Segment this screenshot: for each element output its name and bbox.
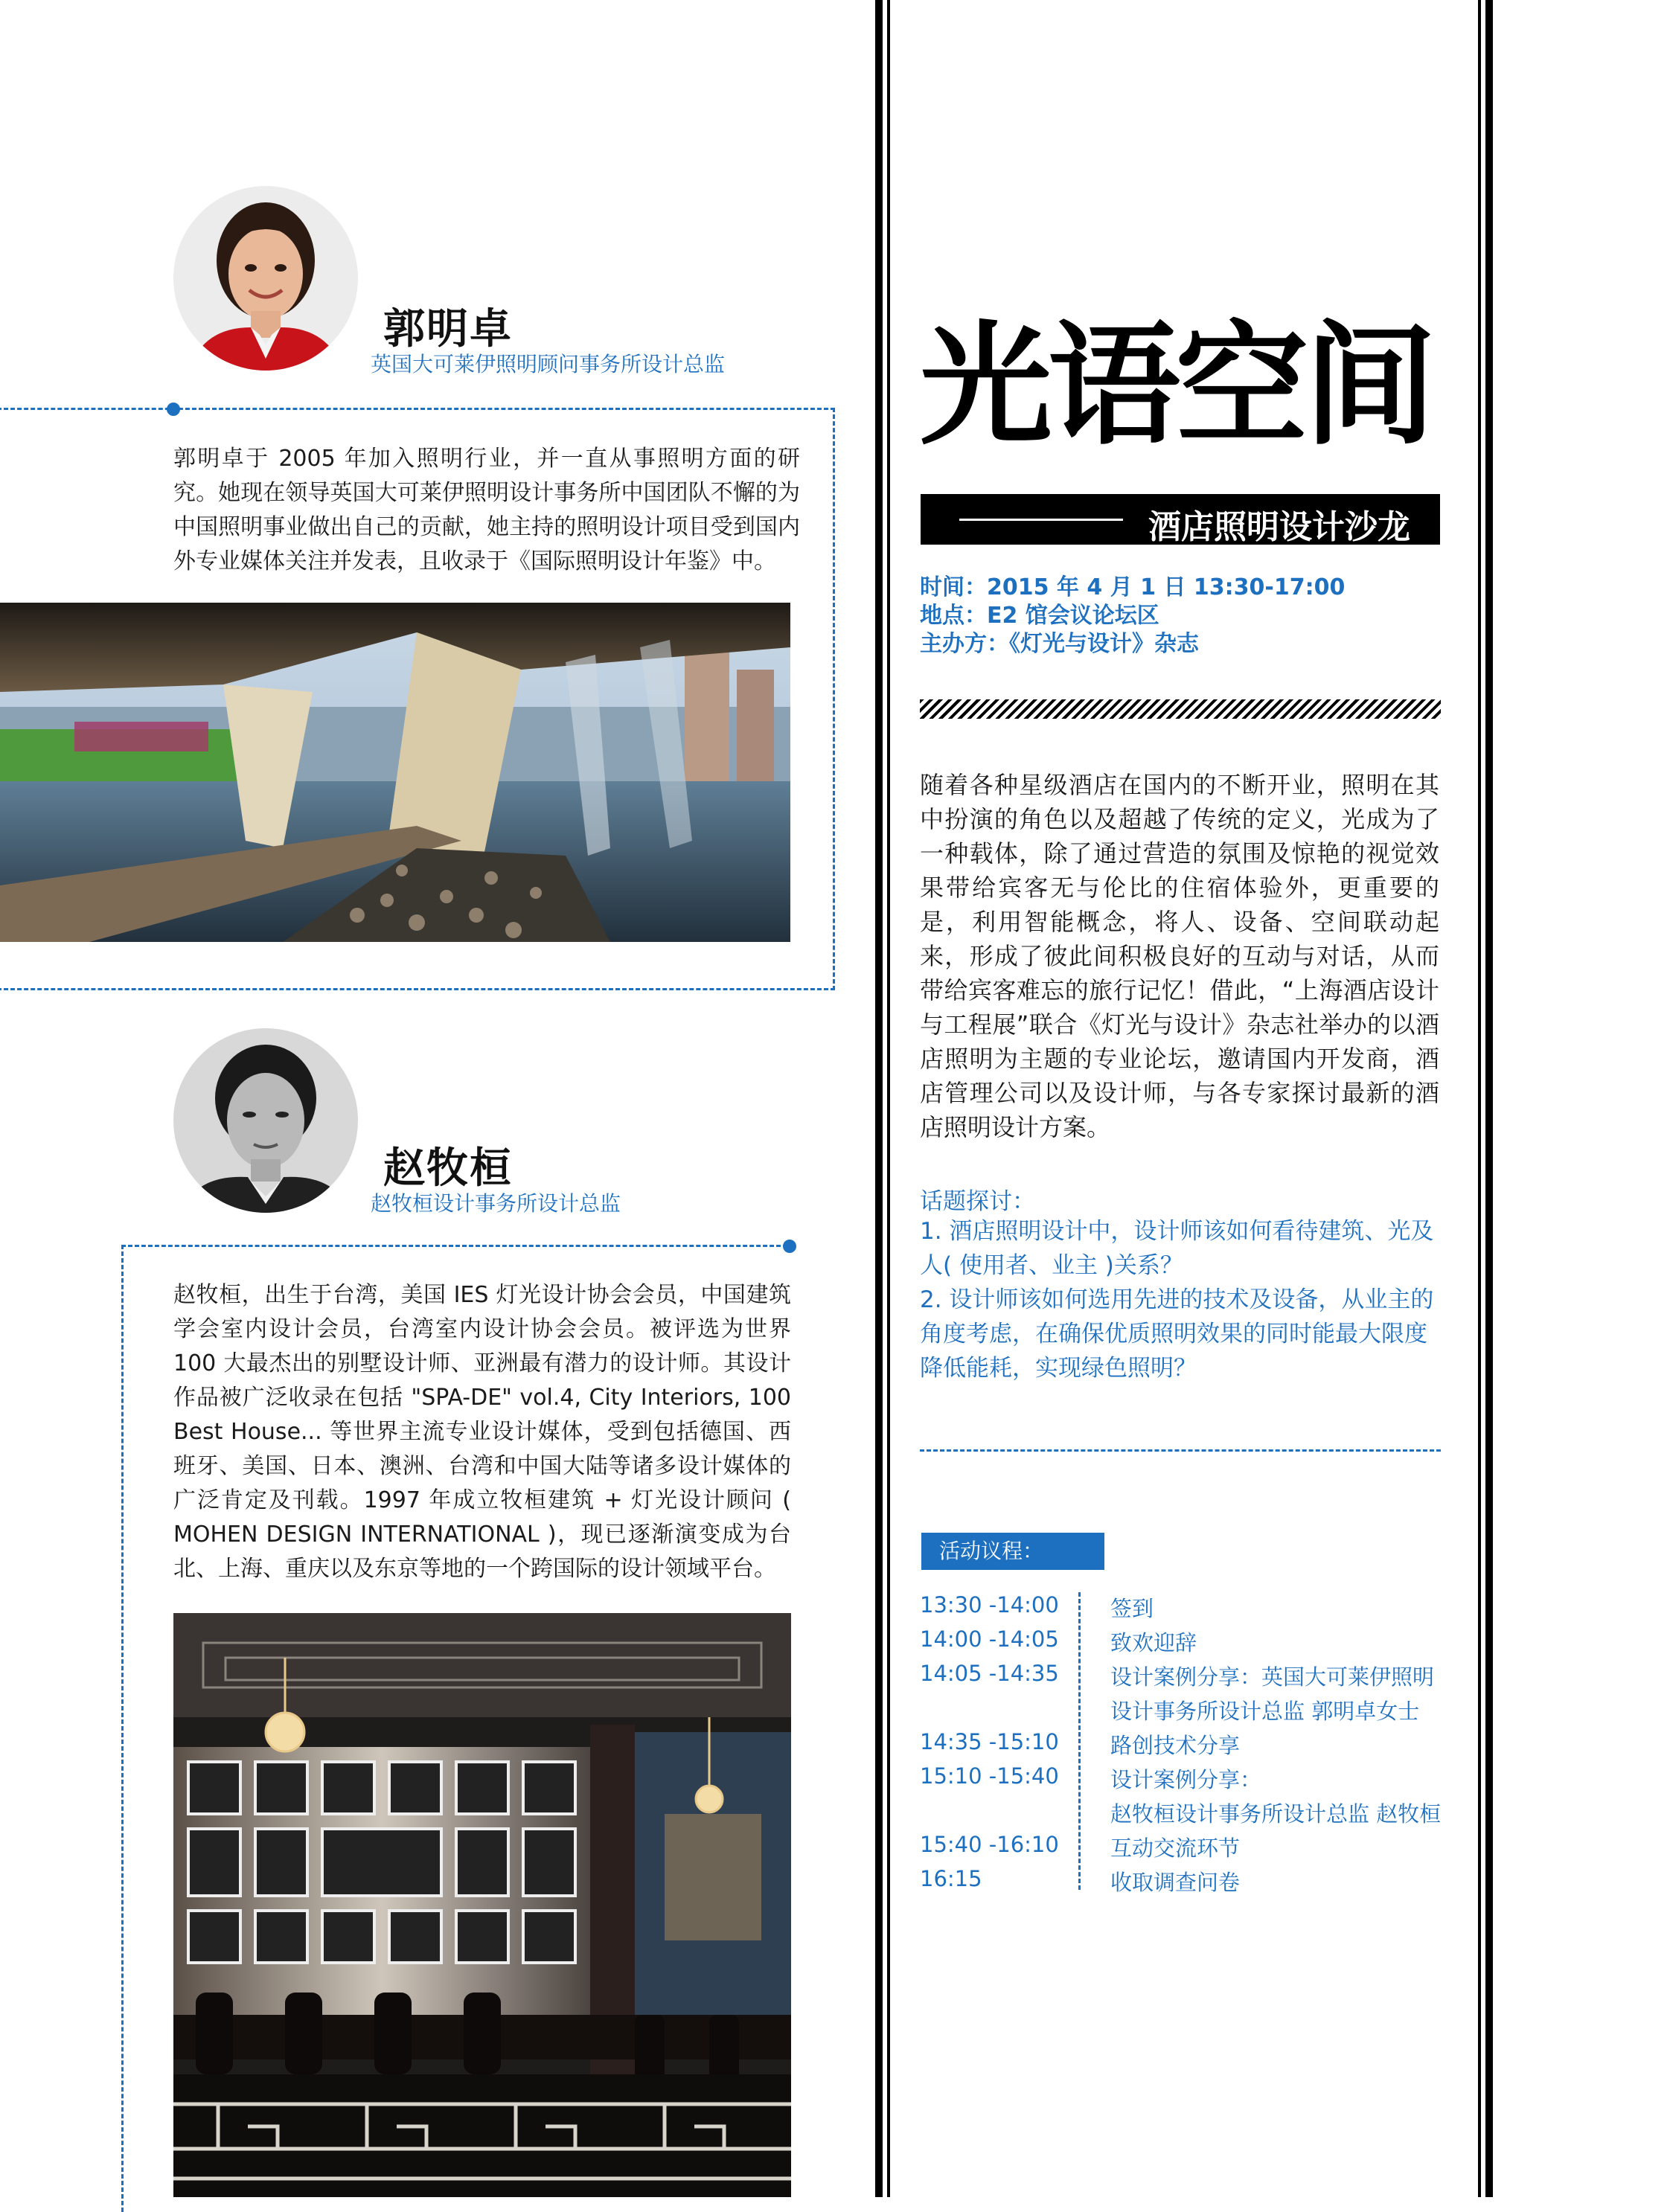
speaker-1-bio: 郭明卓于 2005 年加入照明行业，并一直从事照明方面的研究。她现在领导英国大可莱伊照明设计事务所中国团队不懈的为中国照明事业做出自己的贡献，她主持的照明设计项目受到国内外专业媒体关注并发表，且收录于《国际照明设计年鉴》中。 [173, 446, 800, 574]
speaker-2-name: 赵牧桓 [383, 1144, 513, 1193]
agenda-time: 16:15 [920, 1866, 982, 1891]
speaker-1-name: 郭明卓 [383, 305, 513, 353]
speaker-2-avatar [173, 1028, 358, 1213]
left-rule-thin [887, 0, 890, 2197]
dashed-separator [920, 1449, 1441, 1452]
page-title: 光语空间 [920, 309, 1432, 463]
subtitle-dash [959, 519, 1123, 521]
agenda-time: 14:05 -14:35 [920, 1661, 1059, 1686]
event-host: 主办方：《灯光与设计》杂志 [920, 631, 1199, 657]
speaker-1-frame-dot [167, 403, 180, 416]
subtitle-text: 酒店照明设计沙龙 [1148, 508, 1410, 546]
speaker-1-project-photo [0, 603, 790, 942]
speaker-1-avatar [173, 186, 358, 371]
agenda-item: 签到 [1110, 1596, 1154, 1621]
speaker-2-project-photo [173, 1613, 791, 2197]
agenda-time: 15:10 -15:40 [920, 1763, 1059, 1789]
subtitle-bar [921, 494, 1440, 545]
agenda-time: 14:00 -14:05 [920, 1626, 1059, 1652]
right-rule-thick [1485, 0, 1493, 2197]
event-place: 地点：E2 馆会议论坛区 [920, 603, 1159, 629]
agenda-item: 路创技术分享 [1110, 1733, 1241, 1758]
topic-item: 1. 酒店照明设计中，设计师该如何看待建筑、光及人( 使用者、业主 )关系？ [920, 1218, 1434, 1279]
agenda-item: 赵牧桓设计事务所设计总监 赵牧桓 [1110, 1801, 1442, 1827]
hatch-divider [920, 699, 1441, 719]
agenda-item: 收取调查问卷 [1110, 1870, 1241, 1895]
agenda-item: 互动交流环节 [1110, 1836, 1241, 1861]
agenda-separator [1078, 1592, 1081, 1890]
agenda-item: 致欢迎辞 [1110, 1630, 1197, 1655]
speaker-2-frame-dot [783, 1240, 796, 1253]
topic-item: 2. 设计师该如何选用先进的技术及设备，从业主的角度考虑，在确保优质照明效果的同时能最大限度降低能耗，实现绿色照明？ [920, 1286, 1434, 1382]
agenda-time: 14:35 -15:10 [920, 1729, 1059, 1754]
speaker-2-role: 赵牧桓设计事务所设计总监 [371, 1191, 621, 1216]
agenda-time: 15:40 -16:10 [920, 1832, 1059, 1857]
agenda-item: 设计案例分享：英国大可莱伊照明 [1110, 1664, 1435, 1690]
agenda-item: 设计事务所设计总监 郭明卓女士 [1110, 1699, 1420, 1724]
agenda-label: 活动议程： [921, 1533, 1104, 1570]
agenda-item: 设计案例分享： [1110, 1767, 1262, 1792]
topics-heading: 话题探讨： [920, 1188, 1035, 1215]
left-rule-thick [875, 0, 883, 2197]
speaker-1-role: 英国大可莱伊照明顾问事务所设计总监 [371, 352, 726, 376]
right-rule-thin [1478, 0, 1481, 2197]
event-time: 时间：2015 年 4 月 1 日 13:30-17:00 [920, 574, 1346, 600]
speaker-2-bio: 赵牧桓，出生于台湾，美国 IES 灯光设计协会会员，中国建筑学会室内设计会员，台湾室内设计协会会员。被评选为世界 100 大最杰出的别墅设计师、亚洲最有潜力的设计师。其设计作品被广泛收录在包括 "SPA-DE" vol.4, City Interiors, 100 Best House... 等世界主流专业设计媒体，受到包括德国、西班牙、美国、日本、澳洲、台湾和中国大陆等诸多设计媒体的广泛肯定及刊载。1997 年成立牧桓建筑 + 灯光设计顾问 ( MOHEN DESIGN INTERNATIONAL )，现已逐渐演变成为台北、上海、重庆以及东京等地的一个跨国际的设计领域平台。 [173, 1282, 791, 1582]
agenda-time: 13:30 -14:00 [920, 1592, 1059, 1618]
intro-text: 随着各种星级酒店在国内的不断开业，照明在其中扮演的角色以及超越了传统的定义，光成为了一种载体，除了通过营造的氛围及惊艳的视觉效果带给宾客无与伦比的住宿体验外，更重要的是，利用智能概念，将人、设备、空间联动起来，形成了彼此间积极良好的互动与对话，从而带给宾客难忘的旅行记忆！借此，“上海酒店设计与工程展”联合《灯光与设计》杂志社举办的以酒店照明为主题的专业论坛，邀请国内开发商，酒店管理公司以及设计师，与各专家探讨最新的酒店照明设计方案。 [920, 771, 1439, 1141]
